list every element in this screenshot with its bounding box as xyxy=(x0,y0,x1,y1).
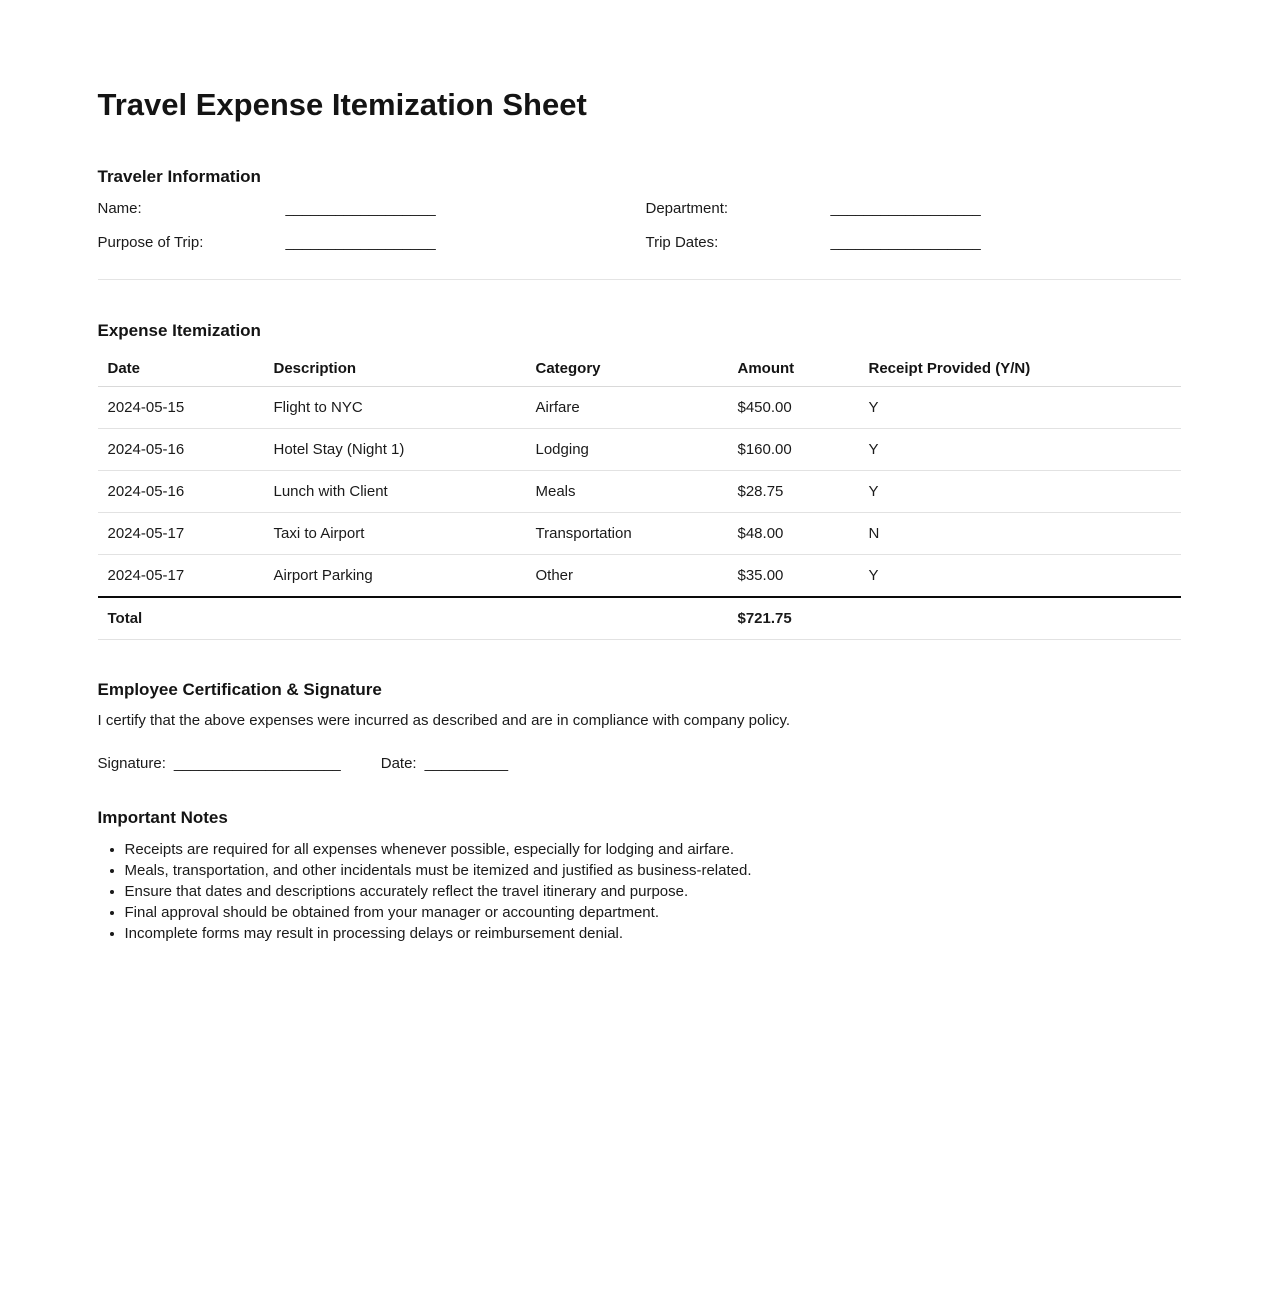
cell-date: 2024-05-15 xyxy=(98,386,274,428)
cell-category: Transportation xyxy=(536,512,738,554)
traveler-information-heading: Traveler Information xyxy=(97,167,261,187)
cell-amount: $450.00 xyxy=(738,386,869,428)
note-item: • Meals, transportation, and other incidentals must be itemized and justified as business-related. xyxy=(125,860,1181,881)
cell-description: Flight to NYC xyxy=(274,386,536,428)
department-label: Department: xyxy=(645,199,729,217)
name-blank: __________________ xyxy=(285,199,436,217)
note-item: • Ensure that dates and descriptions accurately reflect the travel itinerary and purpose. xyxy=(125,881,1181,902)
cell-amount: $35.00 xyxy=(738,554,869,597)
table-row xyxy=(98,470,1181,512)
purpose-of-trip-blank: __________________ xyxy=(285,233,436,251)
note-item: • Final approval should be obtained from your manager or accounting department. xyxy=(125,902,1181,923)
traveler-information-fields xyxy=(98,198,1181,253)
name-label: Name: xyxy=(97,199,142,217)
important-notes-list xyxy=(98,839,1181,944)
cell-amount: $48.00 xyxy=(738,512,869,554)
cell-receipt: N xyxy=(869,512,1181,554)
column-header-date: Date xyxy=(98,358,274,387)
cell-category: Other xyxy=(536,554,738,597)
cell-date: 2024-05-16 xyxy=(98,428,274,470)
expense-sheet-document xyxy=(98,0,1181,944)
cell-date: 2024-05-17 xyxy=(98,554,274,597)
cell-description: Airport Parking xyxy=(274,554,536,597)
column-header-description: Description xyxy=(274,358,536,387)
traveler-information-section xyxy=(98,165,1181,253)
column-header-amount: Amount xyxy=(738,358,869,387)
column-header-category: Category xyxy=(536,358,738,387)
trip-dates-label: Trip Dates: xyxy=(645,233,719,251)
purpose-of-trip-label: Purpose of Trip: xyxy=(97,233,204,251)
date-group xyxy=(381,753,508,774)
table-row xyxy=(98,512,1181,554)
certification-statement: I certify that the above expenses were incurred as described and are in compliance with company policy. xyxy=(97,711,791,729)
note-item: • Receipts are required for all expenses whenever possible, especially for lodging and airfare. xyxy=(125,839,1181,860)
column-header-receipt: Receipt Provided (Y/N) xyxy=(869,358,1181,387)
expense-itemization-section xyxy=(98,319,1181,640)
important-notes-heading: Important Notes xyxy=(97,807,228,827)
page-title: Travel Expense Itemization Sheet xyxy=(97,87,587,122)
department-blank: __________________ xyxy=(830,199,981,217)
date-label: Date: xyxy=(380,754,417,772)
signature-label: Signature: xyxy=(97,754,166,772)
cell-date: 2024-05-16 xyxy=(98,470,274,512)
cell-category: Lodging xyxy=(536,428,738,470)
total-amount: $721.75 xyxy=(738,597,869,640)
table-row xyxy=(98,554,1181,597)
table-header-row xyxy=(98,358,1181,387)
table-row xyxy=(98,386,1181,428)
trip-dates-blank: __________________ xyxy=(830,233,981,251)
certification-section xyxy=(98,678,1181,774)
important-notes-section xyxy=(98,806,1181,945)
cell-description: Hotel Stay (Night 1) xyxy=(274,428,536,470)
cell-amount: $160.00 xyxy=(738,428,869,470)
section-divider xyxy=(98,279,1181,280)
cell-date: 2024-05-17 xyxy=(98,512,274,554)
cell-amount: $28.75 xyxy=(738,470,869,512)
cell-description: Lunch with Client xyxy=(274,470,536,512)
cell-category: Airfare xyxy=(536,386,738,428)
expense-table xyxy=(98,358,1181,640)
total-label: Total xyxy=(98,597,274,640)
signature-blank: ____________________ xyxy=(173,754,341,772)
certification-heading: Employee Certification & Signature xyxy=(97,679,382,699)
signature-row xyxy=(98,753,1181,774)
cell-receipt: Y xyxy=(869,428,1181,470)
table-total-row xyxy=(98,597,1181,640)
cell-description: Taxi to Airport xyxy=(274,512,536,554)
date-blank: __________ xyxy=(424,754,509,772)
cell-receipt: Y xyxy=(869,470,1181,512)
table-row xyxy=(98,428,1181,470)
expense-itemization-heading: Expense Itemization xyxy=(97,320,261,340)
cell-receipt: Y xyxy=(869,554,1181,597)
cell-receipt: Y xyxy=(869,386,1181,428)
cell-category: Meals xyxy=(536,470,738,512)
note-item: • Incomplete forms may result in processing delays or reimbursement denial. xyxy=(125,923,1181,944)
